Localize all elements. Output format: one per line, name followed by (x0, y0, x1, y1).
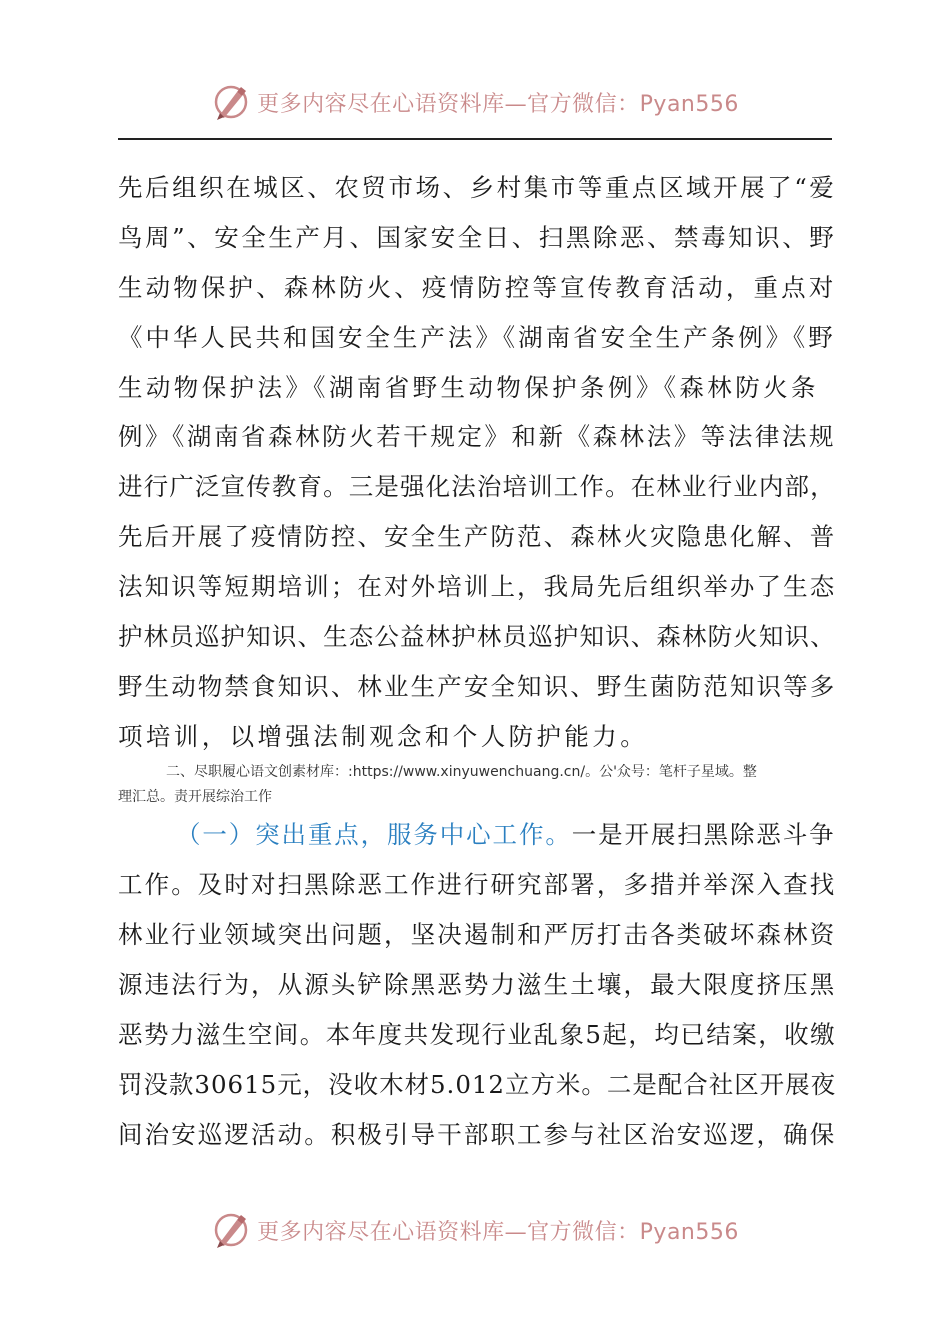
text-line: 法知识等短期培训；在对外培训上，我局先后组织举办了生态 (118, 572, 837, 601)
text-line: 鸟周”、安全生产月、国家安全日、扫黑除恶、禁毒知识、野 (118, 223, 837, 252)
text-line: 罚没款30615元，没收木材5.012立方米。二是配合社区开展夜 (118, 1070, 837, 1099)
text-line: 生动物保护、森林防火、疫情防控等宣传教育活动，重点对 (118, 273, 837, 302)
text-line: 护林员巡护知识、生态公益林护林员巡护知识、森林防火知识、 (118, 622, 836, 651)
section-note-line: 理汇总。责开展综治工作 (118, 789, 272, 805)
section-heading: （一）突出重点，服务中心工作。 (176, 820, 572, 849)
text-line: 先后开展了疫情防控、安全生产防范、森林火灾隐患化解、普 (118, 522, 837, 551)
footer-banner (0, 1208, 950, 1252)
text-line: 项培训，以增强法制观念和个人防护能力。 (118, 722, 649, 751)
text-line: 源违法行为，从源头铲除黑恶势力滋生土壤，最大限度挤压黑 (118, 970, 837, 999)
text-line: 进行广泛宣传教育。三是强化法治培训工作。在林业行业内部， (118, 472, 836, 501)
text-line: 工作。及时对扫黑除恶工作进行研究部署，多措并举深入查找 (118, 870, 837, 899)
footer-wechat-id: Pyan556 (639, 1219, 739, 1245)
text-line: 《中华人民共和国安全生产法》《湖南省安全生产条例》《野 (118, 323, 836, 352)
text-line: 林业行业领域突出问题，坚决遏制和严厉打击各类破坏森林资 (118, 920, 837, 949)
header-banner (0, 80, 950, 124)
text-line: 恶势力滋生空间。本年度共发现行业乱象5起，均已结案，收缴 (118, 1020, 837, 1049)
text-line (176, 820, 836, 850)
heading-line-rest: 一是开展扫黑除恶斗争 (571, 820, 836, 849)
pen-logo-icon (211, 82, 251, 122)
section-note-line: 二、尽职履心语文创素材库：:https://www.xinyuwenchuang.cn/。公'众号：笔杆子星域。整 (166, 764, 757, 780)
header-divider (118, 138, 832, 140)
footer-slogan: 更多内容尽在心语资料库—官方微信：Pyan556 (257, 1219, 739, 1245)
text-line: 例》《湖南省森林防火若干规定》和新《森林法》等法律法规 (118, 422, 837, 451)
text-line: 间治安巡逻活动。积极引导干部职工参与社区治安巡逻，确保 (118, 1120, 837, 1149)
text-line: 先后组织在城区、农贸市场、乡村集市等重点区域开展了“爱 (118, 173, 837, 202)
header-slogan: 更多内容尽在心语资料库—官方微信：Pyan556 (257, 91, 739, 117)
text-line: 生动物保护法》《湖南省野生动物保护条例》《森林防火条 (118, 373, 819, 402)
text-line: 野生动物禁食知识、林业生产安全知识、野生菌防范知识等多 (118, 672, 837, 701)
header-wechat-id: Pyan556 (639, 91, 739, 117)
pen-logo-icon (211, 1210, 251, 1250)
